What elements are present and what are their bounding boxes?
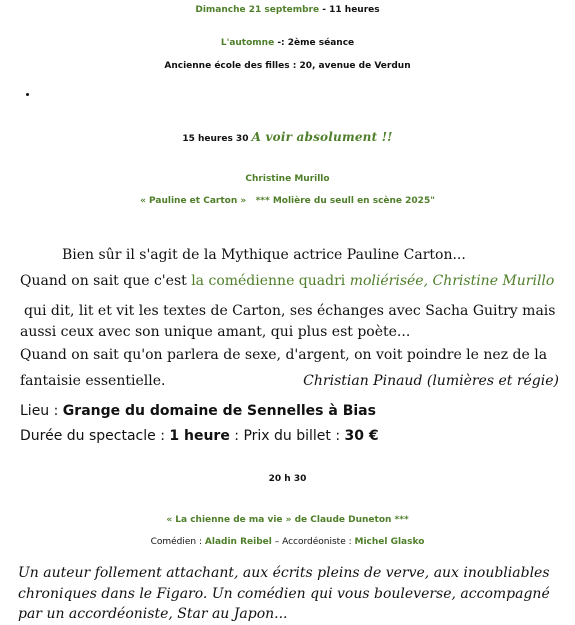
event2-duration-line <box>20 429 379 443</box>
event2-desc-line2 <box>20 274 554 288</box>
event3-accordion-name: Michel Glasko <box>354 537 425 547</box>
event2-time: 15 heures 30 <box>182 134 249 144</box>
event2-venue-value: Grange du domaine de Sennelles à Bias <box>62 403 376 419</box>
event2-desc-line6: fantaisie essentielle. <box>20 373 166 389</box>
event2-artist: Christine Murillo <box>245 174 330 184</box>
event3-desc-line3: par un accordéoniste, Star au Japon... <box>18 606 288 622</box>
event3-actor-name: Aladin Reibel <box>204 537 272 547</box>
event3-title: « La chienne de ma vie » de Claude Duneton *** <box>166 515 409 525</box>
event2-duration-value: 1 heure <box>169 428 230 444</box>
event1-time: 11 heures <box>329 5 380 15</box>
event2-duration-prefix: Durée du spectacle : <box>20 428 170 444</box>
event3-cast-line <box>0 538 575 547</box>
event1-venue: Ancienne école des filles : 20, avenue de Verdun <box>164 61 411 71</box>
event1-date: Dimanche 21 septembre <box>195 5 320 15</box>
event3-desc-line2: chroniques dans le Figaro. Un comédien qui vous bouleverse, accompagné <box>18 586 550 602</box>
event2-price-prefix: : Prix du billet : <box>229 428 345 444</box>
event2-highlight: A voir absolument !! <box>251 130 393 144</box>
event2-desc-line3: qui dit, lit et vit les textes de Carton, ses échanges avec Sacha Guitry mais <box>24 303 556 319</box>
event2-desc-line2-prefix: Quand on sait que c'est <box>20 273 192 289</box>
event3-actor-prefix: Comédien : <box>150 537 205 547</box>
event2-show-title: « Pauline et Carton » <box>140 196 247 206</box>
event2-time-line <box>0 131 575 144</box>
event2-venue-line <box>20 404 376 418</box>
event2-title-line <box>0 197 575 206</box>
event1-topic: L'automne <box>220 38 275 48</box>
event2-price-value: 30 € <box>344 428 379 444</box>
event2-venue-prefix: Lieu : <box>20 403 63 419</box>
event2-credit: Christian Pinaud (lumières et régie) <box>303 373 559 389</box>
event2-desc-line1: Bien sûr il s'agit de la Mythique actrice Pauline Carton... <box>62 247 466 263</box>
event2-desc-line5: Quand on sait qu'on parlera de sexe, d'argent, on voit poindre le nez de la <box>20 347 548 363</box>
event1-date-line <box>0 6 575 15</box>
event1-topic-line <box>0 39 575 48</box>
event2-desc-line4: aussi ceux avec son unique amant, qui plus est poète... <box>20 324 411 340</box>
event3-accordion-prefix: – Accordéoniste : <box>271 537 355 547</box>
event3-time: 20 h 30 <box>268 474 307 484</box>
event2-desc-line2-green: la comédienne quadri <box>191 273 350 289</box>
event1-separator: - <box>319 5 330 15</box>
event2-desc-line2-green-italic: moliérisée, Christine Murillo <box>349 273 555 289</box>
event3-desc-line1: Un auteur follement attachant, aux écrits pleins de verve, aux inoubliables <box>18 565 550 581</box>
bullet-dot <box>26 93 29 96</box>
event1-session: -: 2ème séance <box>274 38 355 48</box>
event2-award: *** Molière du seull en scène 2025" <box>255 196 435 206</box>
